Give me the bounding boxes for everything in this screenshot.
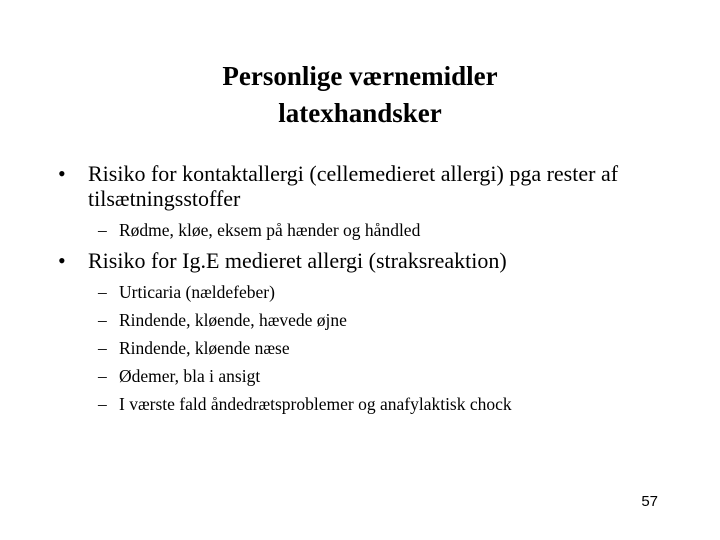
sub-item bbox=[58, 362, 678, 390]
sub-item-text: I værste fald åndedrætsproblemer og anafylaktisk chock bbox=[119, 394, 512, 414]
bullet-marker: • bbox=[58, 161, 66, 186]
sub-item bbox=[58, 334, 678, 362]
sub-item-text: Rødme, kløe, eksem på hænder og håndled bbox=[119, 220, 421, 240]
dash-marker: – bbox=[98, 394, 107, 414]
bullet-item bbox=[58, 248, 678, 273]
slide-title bbox=[0, 58, 720, 132]
sub-list bbox=[58, 216, 678, 244]
sub-item-text: Rindende, kløende næse bbox=[119, 338, 290, 358]
bullet-text: Risiko for Ig.E medieret allergi (straksreaktion) bbox=[88, 248, 507, 273]
dash-marker: – bbox=[98, 310, 107, 330]
slide-title-line-1: Personlige værnemidler bbox=[222, 61, 498, 91]
sub-item bbox=[58, 390, 678, 418]
slide-title-line-2: latexhandsker bbox=[278, 98, 442, 128]
page-number: 57 bbox=[641, 493, 658, 510]
dash-marker: – bbox=[98, 282, 107, 302]
dash-marker: – bbox=[98, 338, 107, 358]
bullet-text: Risiko for kontaktallergi (cellemedieret allergi) pga rester af tilsætningsstoffer bbox=[88, 161, 619, 211]
sub-item-text: Urticaria (nældefeber) bbox=[119, 282, 275, 302]
sub-item-text: Ødemer, bla i ansigt bbox=[119, 366, 261, 386]
dash-marker: – bbox=[98, 366, 107, 386]
sub-item bbox=[58, 216, 678, 244]
sub-item-text: Rindende, kløende, hævede øjne bbox=[119, 310, 347, 330]
bullet-marker: • bbox=[58, 248, 66, 273]
bullet-item bbox=[58, 161, 678, 211]
dash-marker: – bbox=[98, 220, 107, 240]
sub-list bbox=[58, 278, 678, 418]
sub-item bbox=[58, 278, 678, 306]
sub-item bbox=[58, 306, 678, 334]
